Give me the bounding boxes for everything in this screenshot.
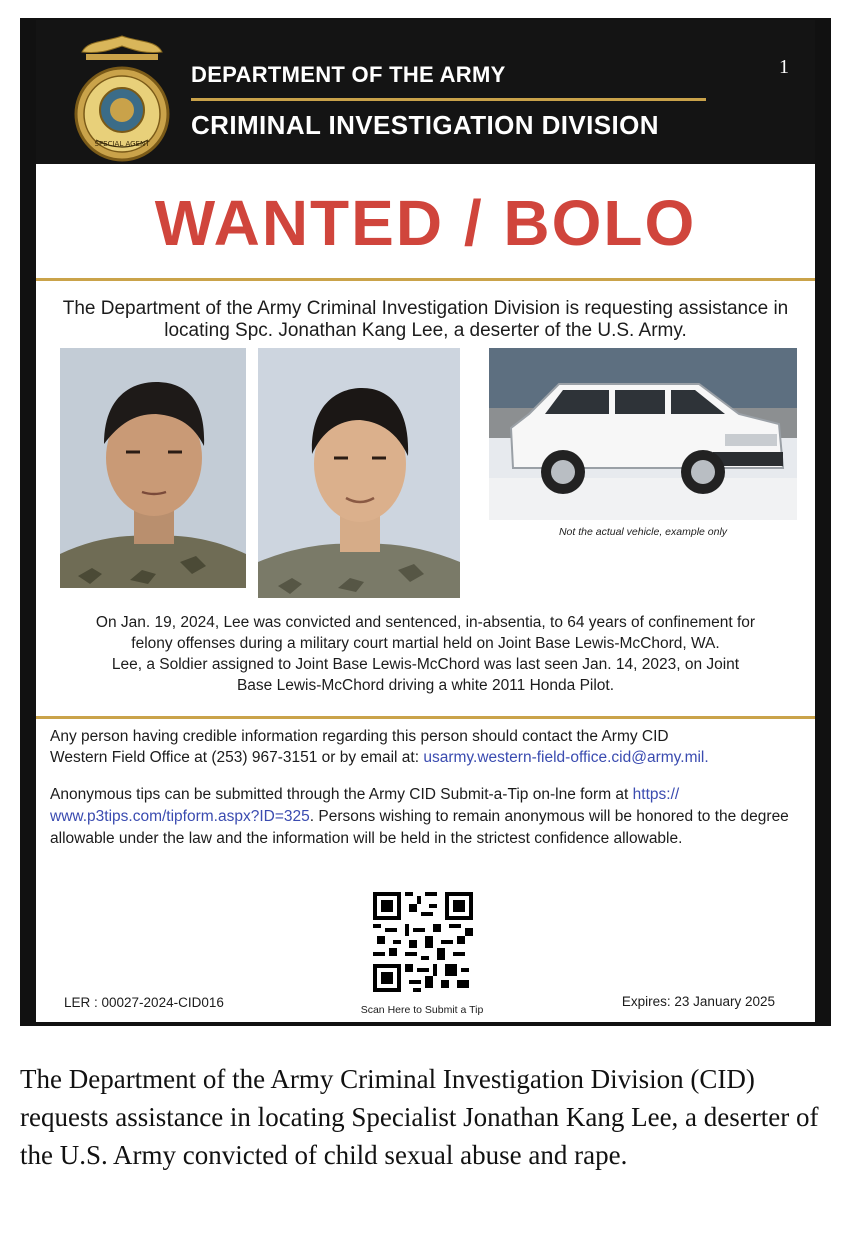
conviction-text xyxy=(50,612,801,696)
vehicle-caption: Not the actual vehicle, example only xyxy=(558,526,728,538)
poster-header xyxy=(36,20,815,164)
scan-instruction: Scan Here to Submit a Tip xyxy=(360,1004,484,1016)
page-number: 1 xyxy=(779,56,789,78)
expiration-date: Expires: 23 January 2025 xyxy=(621,994,775,1009)
article-caption: The Department of the Army Criminal Investigation Division (CID) requests assistance in locating Specialist Jonathan Kang Lee, a deserter of the U.S. Army convicted of child sexual abuse and rape. xyxy=(20,1064,819,1170)
svg-text:SPECIAL AGENT: SPECIAL AGENT xyxy=(94,140,150,148)
tips-suffix: . Persons wishing to remain anonymous will be honored to the degree allowable under the law and the information will be held in the strictest confidence allowable. xyxy=(50,808,789,847)
tip-form-link[interactable]: www.p3tips.com/tipform.aspx?ID=325 xyxy=(50,808,310,825)
wanted-title: WANTED / BOLO xyxy=(154,187,697,259)
contact-prefix: Western Field Office at (253) 967-3151 or by email at: xyxy=(50,749,424,766)
contact-line: Any person having credible information regarding this person should contact the Army CID xyxy=(50,728,669,745)
vehicle-photo xyxy=(489,348,797,520)
qr-code[interactable] xyxy=(373,892,473,992)
wanted-poster xyxy=(20,18,831,1026)
gold-divider-middle xyxy=(36,716,815,719)
department-title: DEPARTMENT OF THE ARMY xyxy=(191,62,506,87)
suspect-photo-1 xyxy=(60,348,246,588)
poster-page xyxy=(36,20,815,1022)
email-link[interactable]: usarmy.western-field-office.cid@army.mil. xyxy=(423,749,709,766)
gold-divider-top xyxy=(36,278,815,281)
tip-form-link[interactable]: https:// xyxy=(632,786,680,803)
tips-text xyxy=(50,784,801,850)
tips-prefix: Anonymous tips can be submitted through the Army CID Submit-a-Tip on-lne form at xyxy=(50,786,633,803)
ler-number: LER : 00027-2024-CID016 xyxy=(64,995,224,1010)
conviction-line: Base Lewis-McChord driving a white 2011 Honda Pilot. xyxy=(236,677,615,694)
intro-text: The Department of the Army Criminal Investigation Division is requesting assistance in locating Spc. Jonathan Kang Lee, a deserter of the U.S. Army. xyxy=(62,298,789,341)
cid-badge-icon xyxy=(66,32,178,164)
conviction-line: felony offenses during a military court martial held on Joint Base Lewis-McChord, WA. xyxy=(131,635,720,652)
suspect-photo-2 xyxy=(258,348,460,598)
header-divider xyxy=(191,98,706,101)
contact-line xyxy=(50,747,801,768)
conviction-line: Lee, a Soldier assigned to Joint Base Lewis-McChord was last seen Jan. 14, 2023, on Joint xyxy=(111,656,740,673)
division-title: CRIMINAL INVESTIGATION DIVISION xyxy=(191,110,659,140)
conviction-line: On Jan. 19, 2024, Lee was convicted and sentenced, in-absentia, to 64 years of confinement for xyxy=(95,614,756,631)
contact-text xyxy=(50,726,801,768)
